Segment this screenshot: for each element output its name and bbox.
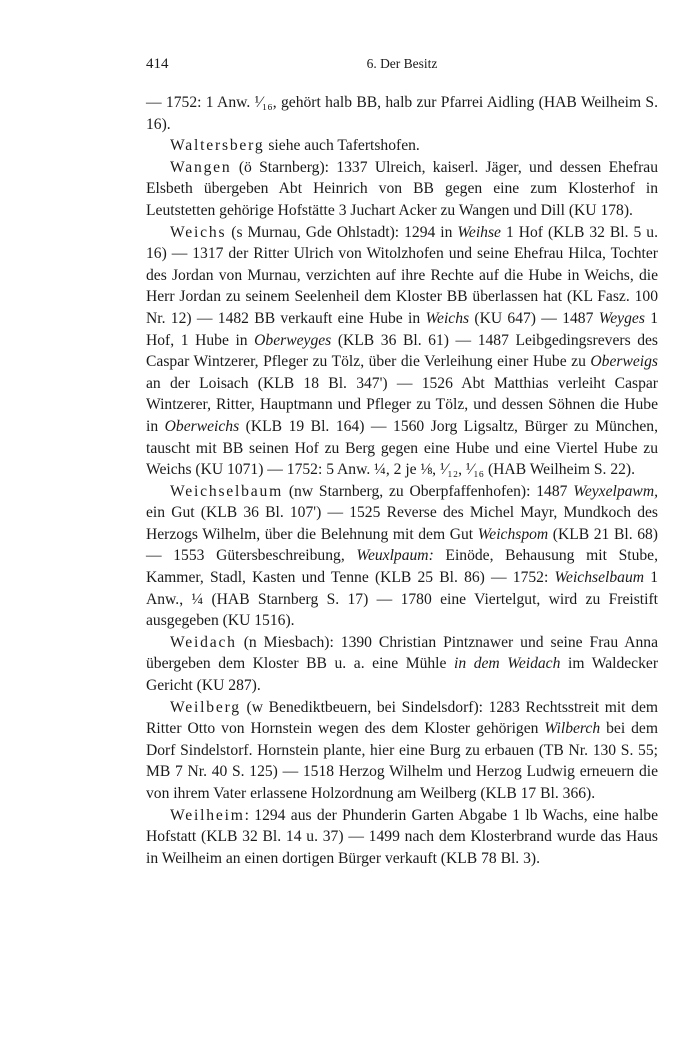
text-run: (nw Starnberg, zu Oberpfaffenhofen): 1487 (283, 482, 574, 500)
text-run: ein Gut (KLB 36 Bl. 107') — 1525 Reverse des Michel Mayr, Mundkoch des Herzogs Wilhelm, über die Belehnung mit dem Gut (146, 504, 658, 543)
entry-keyword: Wangen (170, 158, 232, 176)
document-page (146, 54, 658, 869)
entry-keyword: Weidach (170, 633, 237, 651)
paragraph (146, 135, 658, 157)
italic-text: Weichselbaum (554, 569, 645, 587)
italic-text: Oberweyges (254, 331, 332, 349)
italic-text: Weihse (457, 223, 501, 241)
text-run: (KLB 19 Bl. 164) — 1560 Jorg Ligsaltz, Bürger zu München, tauscht mit BB seinen Hof zu Berg gegen eine Hube und eine Viertel Hube zu Weichs (KU 1071) — 1752: 5 Anw. ¼, 2 je ⅛, ¹⁄₁₂, ¹⁄₁₆ (HAB Weilheim S. 22). (146, 417, 659, 479)
paragraph (146, 697, 658, 805)
text-run: (w Benediktbeuern, bei Sindelsdorf): 1283 Rechtsstreit mit dem Ritter Otto von Hornstein wegen des dem Kloster gehörigen (146, 698, 658, 738)
text-run: (KLB 21 Bl. 68) — 1553 Gütersbeschreibung, (146, 525, 658, 565)
paragraph (146, 481, 658, 632)
entry-keyword: Weilberg (170, 698, 241, 716)
entry-keyword: Weichselbaum (170, 482, 284, 500)
running-head: 6. Der Besitz (366, 56, 438, 71)
paragraph (146, 632, 658, 697)
paragraph (146, 222, 658, 481)
text-run: an der Loisach (KLB 18 Bl. 347') — 1526 Abt Matthias verleiht Caspar Wintzerer, Ritter, Hauptmann und Pfleger zu Tölz, und dessen Söhnen die Hube in (146, 374, 658, 435)
italic-text: Wilberch (544, 720, 601, 738)
text-run: (n Miesbach): 1390 Christian Pintznawer und seine Frau Anna übergeben dem Kloster BB u. a. eine Mühle (146, 633, 658, 673)
text-run: siehe auch Tafertshofen. (264, 137, 420, 155)
entry-keyword: Weilheim (170, 806, 245, 824)
text-run: (KLB 36 Bl. 61) — 1487 Leibgedingsrevers des Caspar Wintzerer, Pfleger zu Tölz, über die Verleihung einer Hube zu (146, 331, 659, 371)
italic-text: Weyges (598, 309, 645, 327)
text-run: : 1294 aus der Phunderin Garten Abgabe 1 lb Wachs, eine halbe Hofstatt (KLB 32 Bl. 14 u. 37) — 1499 nach dem Klosterbrand wurde das Haus in Weilheim an einen dortigen Bürger verkauft (KLB 78 Bl. 3). (146, 806, 658, 867)
text-run: 1 Hof, 1 Hube in (146, 309, 658, 349)
italic-text: in dem Weidach (454, 655, 561, 673)
text-run: bei dem Dorf Sindelstorf. Hornstein plante, hier eine Burg zu erbauen (TB Nr. 130 S. 55; MB 7 Nr. 40 S. 125) — 1518 Herzog Wilhelm und Herzog Ludwig erneuern die von ihrem Vater erlassene Holzordnung am Weilberg (KLB 17 Bl. 366). (146, 720, 658, 802)
entry-keyword: Waltersberg (170, 137, 265, 155)
paragraph (146, 92, 658, 135)
paragraph (146, 805, 658, 870)
entry-keyword: Weichs (170, 223, 227, 241)
italic-text: Weuxlpaum: (356, 547, 434, 565)
text-run: 1 Anw., ¼ (HAB Starnberg S. 17) — 1780 eine Viertelgut, wird zu Freistift ausgegeben (KU 1516). (146, 569, 658, 630)
text-body (146, 92, 658, 869)
italic-text: Weichs (425, 309, 470, 327)
italic-text: Oberweichs (164, 417, 240, 435)
italic-text: Weichspom (477, 525, 549, 543)
text-run: (s Murnau, Gde Ohlstadt): 1294 in (226, 223, 458, 241)
text-run: (KU 647) — 1487 (469, 309, 599, 327)
text-run: 1 Hof (KLB 32 Bl. 5 u. 16) — 1317 der Ritter Ulrich von Witolzhofen und seine Ehefrau Hilca, Tochter des Jordan von Murnau, verzichten auf ihre Rechte auf die Hube in Weichs, die Herr Jordan zu seinem Seelenheil dem Kloster BB überlassen hat (KL Fasz. 100 Nr. 12) — 1482 BB verkauft eine Hube in (146, 223, 658, 327)
italic-text: Oberweigs (590, 353, 658, 371)
text-run: (ö Starnberg): 1337 Ulreich, kaiserl. Jäger, und dessen Ehefrau Elsbeth übergeben Abt Heinrich von BB gegen eine zum Klosterhof in Leutstetten gehörige Hofstätte 3 Juchart Acker zu Wangen und Dill (KU 178). (146, 158, 658, 219)
paragraph (146, 157, 658, 222)
text-run: Einöde, Behausung mit Stube, Kammer, Stadl, Kasten und Tenne (KLB 25 Bl. 86) — 1752: (146, 547, 658, 587)
text-run: im Waldecker Gericht (KU 287). (146, 655, 659, 695)
page-number: 414 (146, 56, 169, 72)
page-header (146, 54, 658, 78)
italic-text: Weyxelpawm, (573, 482, 658, 500)
text-run: — 1752: 1 Anw. ¹⁄₁₆, gehört halb BB, halb zur Pfarrei Aidling (HAB Weilheim S. 16). (146, 94, 658, 133)
